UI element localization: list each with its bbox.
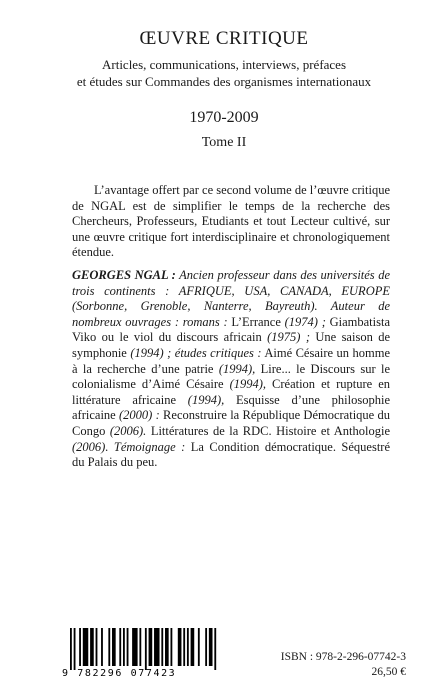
subtitle-line-2: et études sur Commandes des organismes internationaux: [76, 74, 372, 89]
bio-y3: (1994) ; études critiques :: [130, 345, 262, 360]
barcode-bars: [70, 628, 218, 670]
barcode-bar: [145, 628, 147, 670]
book-title: ŒUVRE CRITIQUE: [139, 28, 309, 49]
barcode-bar: [149, 628, 153, 666]
bio-r10: La Condition démocratique. Séquestré du Palais du peu.: [72, 439, 391, 470]
volume-label: Tome II: [201, 135, 247, 150]
author-bio: [72, 268, 390, 471]
bio-s1: Ancien professeur dans des universités de trois continents :: [72, 268, 390, 298]
barcode-bar: [205, 628, 207, 666]
barcode-digits: 9 782296 077423: [62, 668, 177, 679]
barcode-bar: [132, 628, 137, 666]
bio-temoignage: Témoignage :: [113, 439, 186, 454]
barcode-bar: [79, 628, 81, 666]
bio-y7: (2000) :: [119, 408, 160, 423]
barcode: [62, 628, 220, 682]
bio-r4: Aimé Césaire un homme à la recherche d’une patrie: [72, 345, 391, 376]
bio-r3: Une saison de symphonie: [72, 330, 390, 360]
barcode-bar: [70, 628, 72, 670]
barcode-bar: [191, 628, 195, 666]
barcode-bar: [214, 628, 216, 670]
bio-y5: (1994),: [229, 377, 267, 392]
subtitle-line-1: Articles, communications, interviews, préfaces: [101, 57, 347, 72]
barcode-bar: [101, 628, 103, 666]
barcode-bar: [178, 628, 182, 666]
barcode-bar: [96, 628, 98, 666]
barcode-bar: [209, 628, 213, 666]
barcode-bar: [127, 628, 129, 666]
intro-paragraph: L’avantage offert par ce second volume de l’œuvre critique de NGAL est de simplifier le temps de la recherche des Chercheurs, Professeurs, Etudiants et tout Lecteur cultivé, sur une œuvre critique fort interdisciplinaire et chronologiquement étendue.: [72, 183, 390, 260]
barcode-bar: [139, 628, 141, 666]
barcode-bar: [123, 628, 125, 666]
barcode-bar: [183, 628, 185, 666]
bio-y8: (2006).: [109, 423, 147, 438]
bio-continents: AFRIQUE, USA, CANADA, EUROPE: [178, 283, 390, 298]
bio-y9: (2006).: [72, 439, 109, 454]
barcode-bar: [119, 628, 121, 666]
barcode-bar: [112, 628, 116, 666]
isbn: ISBN : 978-2-296-07742-3: [280, 651, 406, 663]
barcode-bar: [165, 628, 169, 666]
header: [0, 28, 448, 152]
bio-r2: Giambatista Viko ou le viol du discours africain: [72, 314, 391, 345]
barcode-bar: [198, 628, 200, 666]
barcode-bar: [187, 628, 189, 666]
bio-r6: Création et rupture en littérature africaine: [72, 377, 390, 407]
barcode-bar: [74, 628, 76, 670]
bio-r1: L’Errance: [227, 314, 285, 329]
bio-y4: (1994),: [218, 361, 256, 376]
barcode-bar: [161, 628, 163, 666]
bio-r9: Littératures de la RDC. Histoire et Anthologie: [146, 423, 390, 438]
book-subtitle: [0, 56, 448, 90]
bio-r5: Lire... le Discours sur le colonialisme d’Aimé Césaire: [72, 361, 390, 392]
author-name: GEORGES NGAL :: [72, 268, 176, 282]
barcode-bar: [90, 628, 94, 666]
bio-r8: Reconstruire la République Démocratique du Congo: [72, 408, 390, 438]
bio-r7: Esquisse d’une philosophie africaine: [72, 392, 390, 423]
barcode-bar: [108, 628, 110, 666]
barcode-bar: [170, 628, 172, 666]
barcode-bar: [154, 628, 159, 666]
bio-y2: (1975) ;: [267, 330, 310, 345]
barcode-bar: [83, 628, 88, 666]
bio-y6: (1994),: [187, 392, 225, 407]
bio-y1: (1974) ;: [284, 314, 326, 329]
bio-s2: (Sorbonne, Grenoble, Nanterre, Bayreuth). Auteur de nombreux ouvrages : romans :: [72, 299, 390, 329]
price: 26,50 €: [371, 666, 406, 678]
year-range: 1970-2009: [189, 109, 259, 126]
